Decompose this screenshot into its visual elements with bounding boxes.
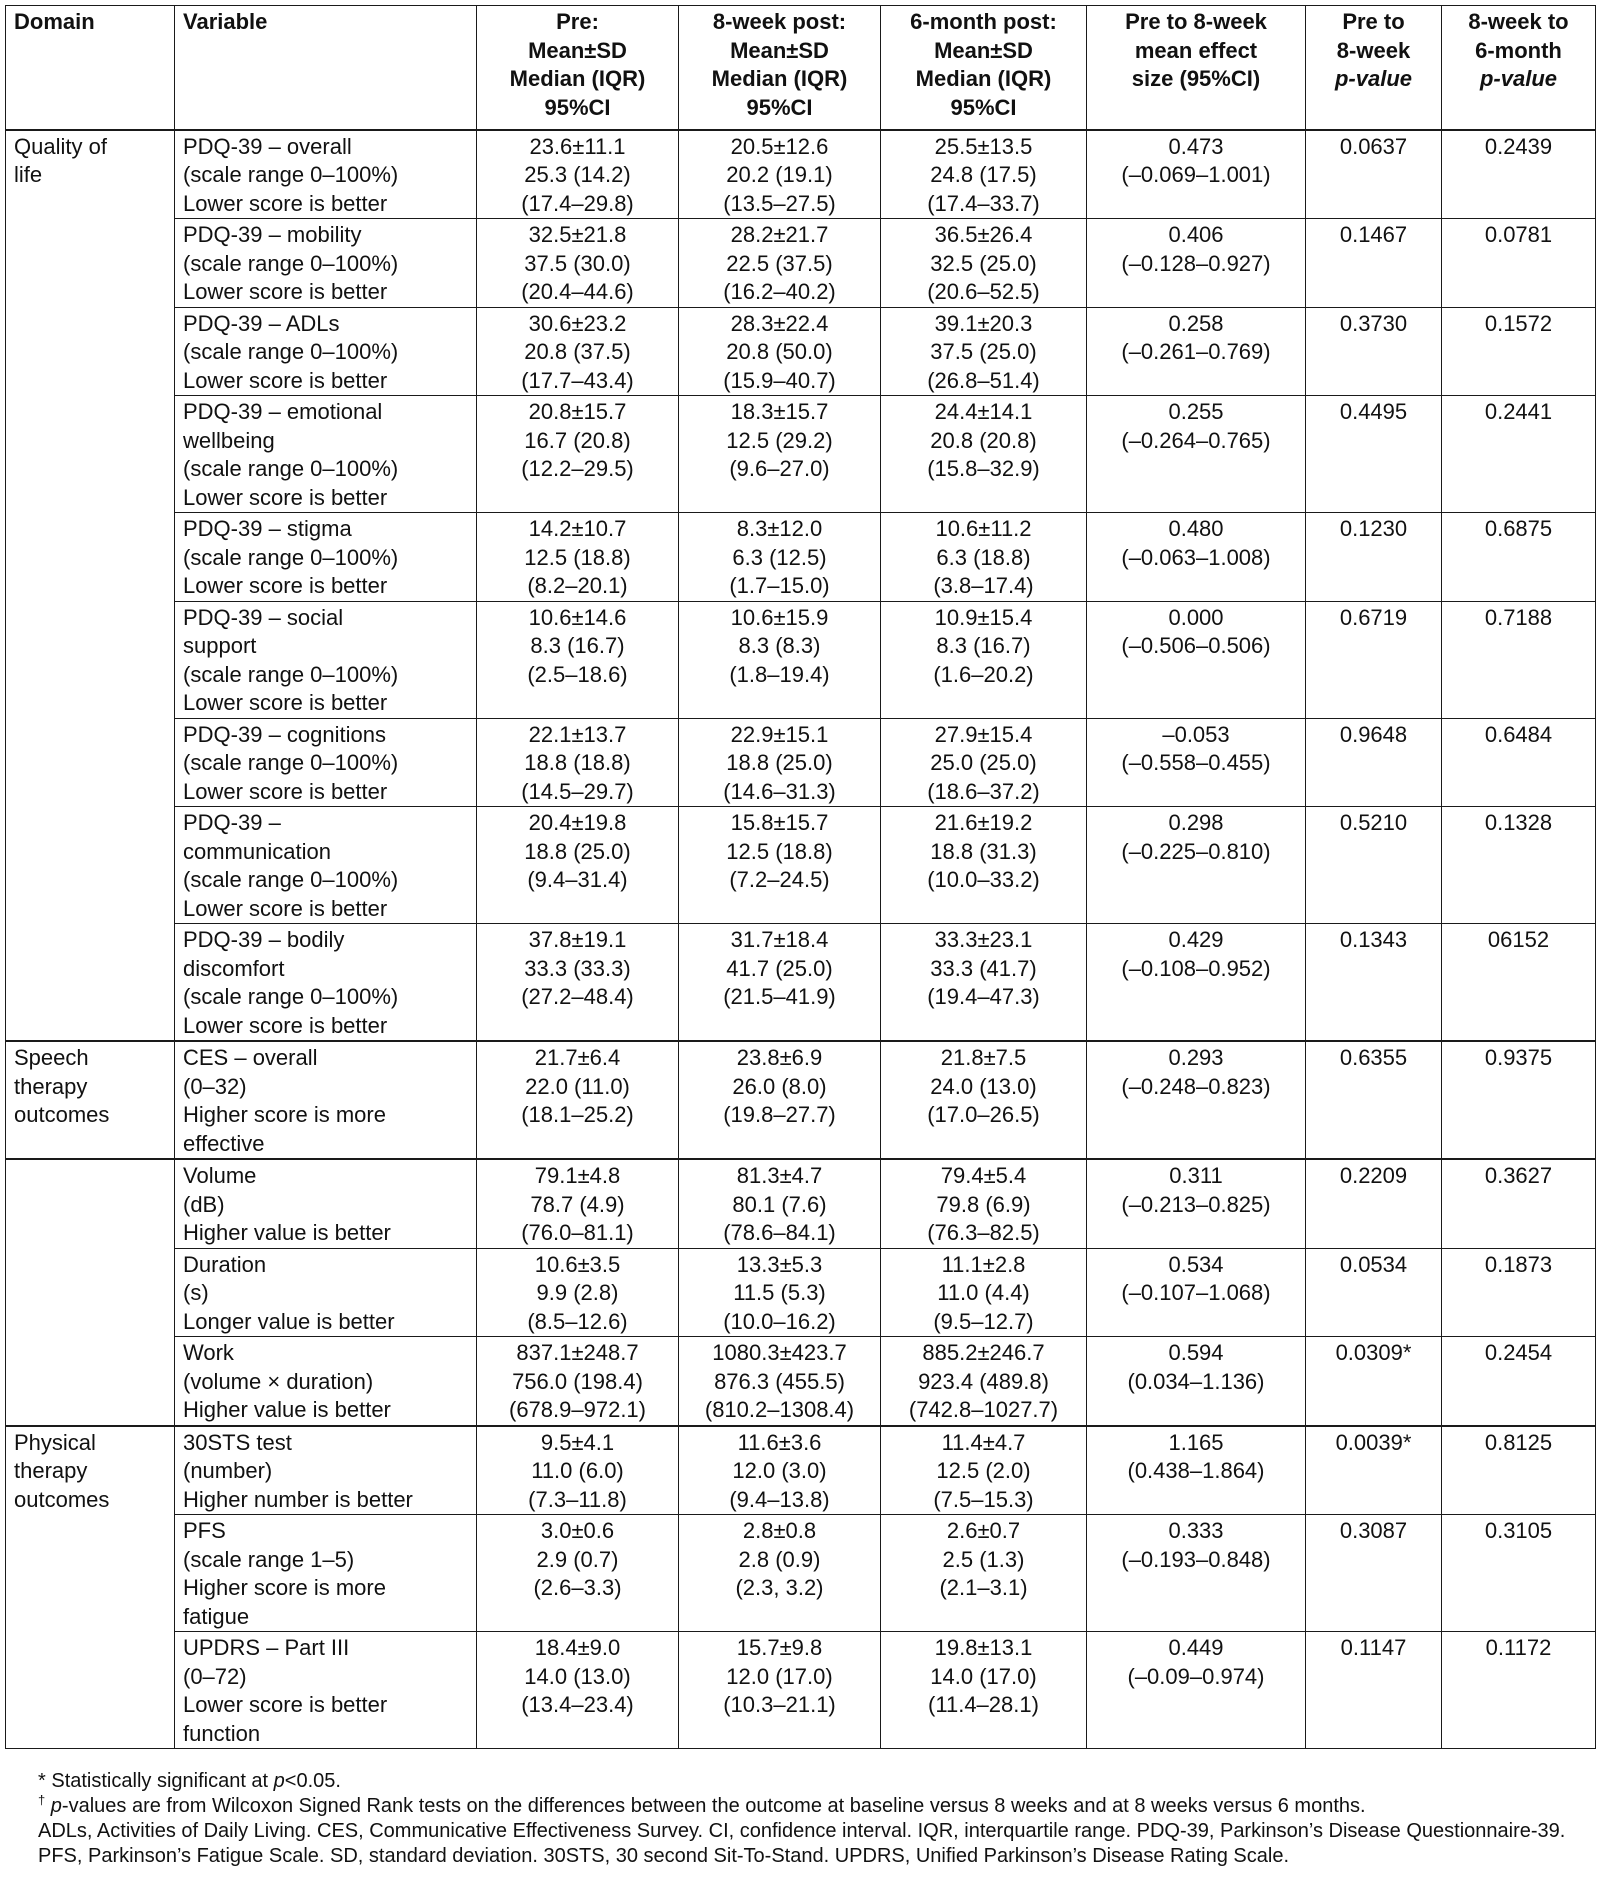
post-8-week-value-cell: 18.3±15.7 12.5 (29.2) (9.6–27.0) bbox=[679, 396, 881, 513]
pre-value-cell: 14.2±10.7 12.5 (18.8) (8.2–20.1) bbox=[477, 513, 679, 602]
p-value-8wk-6mo-cell: 0.6875 bbox=[1442, 513, 1596, 602]
pre-value-cell: 3.0±0.6 2.9 (0.7) (2.6–3.3) bbox=[477, 1515, 679, 1632]
table-row bbox=[6, 396, 1596, 513]
p-value-8wk-6mo-cell: 0.1172 bbox=[1442, 1632, 1596, 1749]
footnote-significance: * Statistically significant at p<0.05. bbox=[38, 1770, 341, 1792]
effect-size-cell: 0.258 (–0.261–0.769) bbox=[1087, 307, 1306, 396]
p-value-8wk-6mo-cell: 0.0781 bbox=[1442, 219, 1596, 308]
effect-size-cell: 0.480 (–0.063–1.008) bbox=[1087, 513, 1306, 602]
p-value-pre-8wk-cell: 0.2209 bbox=[1306, 1159, 1442, 1248]
variable-cell: Volume (dB) Higher value is better bbox=[175, 1159, 477, 1248]
pre-value-cell: 21.7±6.4 22.0 (11.0) (18.1–25.2) bbox=[477, 1041, 679, 1159]
header-p-value-pre-8wk: Pre to 8-week p-value bbox=[1306, 6, 1442, 130]
p-value-8wk-6mo-cell: 0.2439 bbox=[1442, 130, 1596, 219]
effect-size-cell: 0.594 (0.034–1.136) bbox=[1087, 1337, 1306, 1426]
post-8-week-value-cell: 11.6±3.6 12.0 (3.0) (9.4–13.8) bbox=[679, 1426, 881, 1515]
post-8-week-value-cell: 28.2±21.7 22.5 (37.5) (16.2–40.2) bbox=[679, 219, 881, 308]
table-row bbox=[6, 718, 1596, 807]
effect-size-cell: 0.333 (–0.193–0.848) bbox=[1087, 1515, 1306, 1632]
effect-size-cell: 0.000 (–0.506–0.506) bbox=[1087, 601, 1306, 718]
post-8-week-value-cell: 81.3±4.7 80.1 (7.6) (78.6–84.1) bbox=[679, 1159, 881, 1248]
post-8-week-value-cell: 23.8±6.9 26.0 (8.0) (19.8–27.7) bbox=[679, 1041, 881, 1159]
pre-value-cell: 79.1±4.8 78.7 (4.9) (76.0–81.1) bbox=[477, 1159, 679, 1248]
table-body bbox=[6, 130, 1596, 1749]
footnotes bbox=[38, 1769, 1583, 1869]
post-6-month-value-cell: 10.6±11.2 6.3 (18.8) (3.8–17.4) bbox=[881, 513, 1087, 602]
p-value-pre-8wk-cell: 0.6719 bbox=[1306, 601, 1442, 718]
variable-cell: PDQ-39 – social support (scale range 0–100%) Lower score is better bbox=[175, 601, 477, 718]
p-value-8wk-6mo-cell: 0.3105 bbox=[1442, 1515, 1596, 1632]
pre-value-cell: 20.8±15.7 16.7 (20.8) (12.2–29.5) bbox=[477, 396, 679, 513]
post-6-month-value-cell: 11.4±4.7 12.5 (2.0) (7.5–15.3) bbox=[881, 1426, 1087, 1515]
p-value-pre-8wk-cell: 0.1467 bbox=[1306, 219, 1442, 308]
post-8-week-value-cell: 20.5±12.6 20.2 (19.1) (13.5–27.5) bbox=[679, 130, 881, 219]
pre-value-cell: 30.6±23.2 20.8 (37.5) (17.7–43.4) bbox=[477, 307, 679, 396]
p-value-8wk-6mo-cell: 0.6484 bbox=[1442, 718, 1596, 807]
variable-cell: PDQ-39 – ADLs (scale range 0–100%) Lower score is better bbox=[175, 307, 477, 396]
post-8-week-value-cell: 28.3±22.4 20.8 (50.0) (15.9–40.7) bbox=[679, 307, 881, 396]
pre-value-cell: 10.6±3.5 9.9 (2.8) (8.5–12.6) bbox=[477, 1248, 679, 1337]
effect-size-cell: 0.298 (–0.225–0.810) bbox=[1087, 807, 1306, 924]
table-row bbox=[6, 1632, 1596, 1749]
post-8-week-value-cell: 1080.3±423.7 876.3 (455.5) (810.2–1308.4) bbox=[679, 1337, 881, 1426]
post-8-week-value-cell: 2.8±0.8 2.8 (0.9) (2.3, 3.2) bbox=[679, 1515, 881, 1632]
p-value-pre-8wk-cell: 0.1147 bbox=[1306, 1632, 1442, 1749]
header-variable: Variable bbox=[175, 6, 477, 130]
header-effect-size: Pre to 8-week mean effect size (95%CI) bbox=[1087, 6, 1306, 130]
variable-cell: PFS (scale range 1–5) Higher score is more fatigue bbox=[175, 1515, 477, 1632]
effect-size-cell: 0.449 (–0.09–0.974) bbox=[1087, 1632, 1306, 1749]
p-value-8wk-6mo-cell: 0.3627 bbox=[1442, 1159, 1596, 1248]
table-header-row bbox=[6, 6, 1596, 130]
table-row bbox=[6, 807, 1596, 924]
effect-size-cell: –0.053 (–0.558–0.455) bbox=[1087, 718, 1306, 807]
results-table-container bbox=[5, 5, 1595, 1749]
post-6-month-value-cell: 25.5±13.5 24.8 (17.5) (17.4–33.7) bbox=[881, 130, 1087, 219]
post-6-month-value-cell: 24.4±14.1 20.8 (20.8) (15.8–32.9) bbox=[881, 396, 1087, 513]
effect-size-cell: 0.311 (–0.213–0.825) bbox=[1087, 1159, 1306, 1248]
variable-cell: CES – overall (0–32) Higher score is more effective bbox=[175, 1041, 477, 1159]
p-value-pre-8wk-cell: 0.4495 bbox=[1306, 396, 1442, 513]
table-row bbox=[6, 307, 1596, 396]
table-row bbox=[6, 1248, 1596, 1337]
variable-cell: Work (volume × duration) Higher value is better bbox=[175, 1337, 477, 1426]
pre-value-cell: 10.6±14.6 8.3 (16.7) (2.5–18.6) bbox=[477, 601, 679, 718]
variable-cell: UPDRS – Part III (0–72) Lower score is better function bbox=[175, 1632, 477, 1749]
post-6-month-value-cell: 19.8±13.1 14.0 (17.0) (11.4–28.1) bbox=[881, 1632, 1087, 1749]
p-value-pre-8wk-cell: 0.3730 bbox=[1306, 307, 1442, 396]
table-row bbox=[6, 513, 1596, 602]
p-value-pre-8wk-cell: 0.1343 bbox=[1306, 924, 1442, 1042]
domain-cell bbox=[6, 1159, 175, 1426]
effect-size-cell: 0.255 (–0.264–0.765) bbox=[1087, 396, 1306, 513]
variable-cell: PDQ-39 – mobility (scale range 0–100%) Lower score is better bbox=[175, 219, 477, 308]
p-value-pre-8wk-cell: 0.9648 bbox=[1306, 718, 1442, 807]
variable-cell: PDQ-39 – emotional wellbeing (scale range 0–100%) Lower score is better bbox=[175, 396, 477, 513]
header-pre: Pre: Mean±SD Median (IQR) 95%CI bbox=[477, 6, 679, 130]
pre-value-cell: 9.5±4.1 11.0 (6.0) (7.3–11.8) bbox=[477, 1426, 679, 1515]
post-6-month-value-cell: 885.2±246.7 923.4 (489.8) (742.8–1027.7) bbox=[881, 1337, 1087, 1426]
domain-cell: Speech therapy outcomes bbox=[6, 1041, 175, 1159]
header-6-month-post: 6-month post: Mean±SD Median (IQR) 95%CI bbox=[881, 6, 1087, 130]
post-8-week-value-cell: 22.9±15.1 18.8 (25.0) (14.6–31.3) bbox=[679, 718, 881, 807]
post-8-week-value-cell: 10.6±15.9 8.3 (8.3) (1.8–19.4) bbox=[679, 601, 881, 718]
post-6-month-value-cell: 36.5±26.4 32.5 (25.0) (20.6–52.5) bbox=[881, 219, 1087, 308]
post-6-month-value-cell: 21.6±19.2 18.8 (31.3) (10.0–33.2) bbox=[881, 807, 1087, 924]
p-value-8wk-6mo-cell: 0.1572 bbox=[1442, 307, 1596, 396]
pre-value-cell: 32.5±21.8 37.5 (30.0) (20.4–44.6) bbox=[477, 219, 679, 308]
pre-value-cell: 23.6±11.1 25.3 (14.2) (17.4–29.8) bbox=[477, 130, 679, 219]
post-8-week-value-cell: 8.3±12.0 6.3 (12.5) (1.7–15.0) bbox=[679, 513, 881, 602]
p-value-pre-8wk-cell: 0.3087 bbox=[1306, 1515, 1442, 1632]
footnote-wilcoxon: † p-values are from Wilcoxon Signed Rank tests on the differences between the outcome at baseline versus 8 weeks and at 8 weeks versus 6 months. bbox=[38, 1792, 1366, 1817]
table-row bbox=[6, 219, 1596, 308]
p-value-8wk-6mo-cell: 0.2441 bbox=[1442, 396, 1596, 513]
table-row bbox=[6, 1159, 1596, 1248]
effect-size-cell: 1.165 (0.438–1.864) bbox=[1087, 1426, 1306, 1515]
post-6-month-value-cell: 33.3±23.1 33.3 (41.7) (19.4–47.3) bbox=[881, 924, 1087, 1042]
footnote-abbreviations: ADLs, Activities of Daily Living. CES, Communicative Effectiveness Survey. CI, confidence interval. IQR, interquartile range. PDQ-39, Parkinson’s Disease Questionnaire-39. PFS, Parkinson’s Fatigue Scale. SD, standard deviation. 30STS, 30 second Sit-To-Stand. UPDRS, Unified Parkinson’s Disease Rating Scale. bbox=[38, 1820, 1566, 1867]
header-8-week-post: 8-week post: Mean±SD Median (IQR) 95%CI bbox=[679, 6, 881, 130]
pre-value-cell: 37.8±19.1 33.3 (33.3) (27.2–48.4) bbox=[477, 924, 679, 1042]
table-row bbox=[6, 1337, 1596, 1426]
post-6-month-value-cell: 11.1±2.8 11.0 (4.4) (9.5–12.7) bbox=[881, 1248, 1087, 1337]
p-value-8wk-6mo-cell: 0.9375 bbox=[1442, 1041, 1596, 1159]
domain-cell: Physical therapy outcomes bbox=[6, 1426, 175, 1749]
post-8-week-value-cell: 31.7±18.4 41.7 (25.0) (21.5–41.9) bbox=[679, 924, 881, 1042]
variable-cell: PDQ-39 – overall (scale range 0–100%) Lower score is better bbox=[175, 130, 477, 219]
header-p-value-8wk-6mo: 8-week to 6-month p-value bbox=[1442, 6, 1596, 130]
effect-size-cell: 0.406 (–0.128–0.927) bbox=[1087, 219, 1306, 308]
p-value-pre-8wk-cell: 0.0039* bbox=[1306, 1426, 1442, 1515]
pre-value-cell: 20.4±19.8 18.8 (25.0) (9.4–31.4) bbox=[477, 807, 679, 924]
p-value-8wk-6mo-cell: 0.8125 bbox=[1442, 1426, 1596, 1515]
pre-value-cell: 837.1±248.7 756.0 (198.4) (678.9–972.1) bbox=[477, 1337, 679, 1426]
p-value-pre-8wk-cell: 0.0637 bbox=[1306, 130, 1442, 219]
post-8-week-value-cell: 15.7±9.8 12.0 (17.0) (10.3–21.1) bbox=[679, 1632, 881, 1749]
p-value-pre-8wk-cell: 0.5210 bbox=[1306, 807, 1442, 924]
post-6-month-value-cell: 10.9±15.4 8.3 (16.7) (1.6–20.2) bbox=[881, 601, 1087, 718]
variable-cell: PDQ-39 – cognitions (scale range 0–100%) Lower score is better bbox=[175, 718, 477, 807]
pre-value-cell: 22.1±13.7 18.8 (18.8) (14.5–29.7) bbox=[477, 718, 679, 807]
post-6-month-value-cell: 39.1±20.3 37.5 (25.0) (26.8–51.4) bbox=[881, 307, 1087, 396]
effect-size-cell: 0.534 (–0.107–1.068) bbox=[1087, 1248, 1306, 1337]
table-row bbox=[6, 601, 1596, 718]
p-value-pre-8wk-cell: 0.1230 bbox=[1306, 513, 1442, 602]
variable-cell: PDQ-39 – stigma (scale range 0–100%) Lower score is better bbox=[175, 513, 477, 602]
p-value-pre-8wk-cell: 0.0534 bbox=[1306, 1248, 1442, 1337]
post-8-week-value-cell: 15.8±15.7 12.5 (18.8) (7.2–24.5) bbox=[679, 807, 881, 924]
table-row bbox=[6, 130, 1596, 219]
domain-cell: Quality of life bbox=[6, 130, 175, 1042]
p-value-8wk-6mo-cell: 0.1328 bbox=[1442, 807, 1596, 924]
variable-cell: Duration (s) Longer value is better bbox=[175, 1248, 477, 1337]
effect-size-cell: 0.293 (–0.248–0.823) bbox=[1087, 1041, 1306, 1159]
post-6-month-value-cell: 2.6±0.7 2.5 (1.3) (2.1–3.1) bbox=[881, 1515, 1087, 1632]
header-domain: Domain bbox=[6, 6, 175, 130]
variable-cell: PDQ-39 – communication (scale range 0–100%) Lower score is better bbox=[175, 807, 477, 924]
effect-size-cell: 0.473 (–0.069–1.001) bbox=[1087, 130, 1306, 219]
p-value-8wk-6mo-cell: 0.7188 bbox=[1442, 601, 1596, 718]
table-row bbox=[6, 1515, 1596, 1632]
table-row bbox=[6, 924, 1596, 1042]
variable-cell: 30STS test (number) Higher number is better bbox=[175, 1426, 477, 1515]
variable-cell: PDQ-39 – bodily discomfort (scale range 0–100%) Lower score is better bbox=[175, 924, 477, 1042]
post-6-month-value-cell: 79.4±5.4 79.8 (6.9) (76.3–82.5) bbox=[881, 1159, 1087, 1248]
p-value-8wk-6mo-cell: 0.1873 bbox=[1442, 1248, 1596, 1337]
p-value-8wk-6mo-cell: 0.2454 bbox=[1442, 1337, 1596, 1426]
post-6-month-value-cell: 21.8±7.5 24.0 (13.0) (17.0–26.5) bbox=[881, 1041, 1087, 1159]
p-value-pre-8wk-cell: 0.0309* bbox=[1306, 1337, 1442, 1426]
pre-value-cell: 18.4±9.0 14.0 (13.0) (13.4–23.4) bbox=[477, 1632, 679, 1749]
p-value-pre-8wk-cell: 0.6355 bbox=[1306, 1041, 1442, 1159]
p-value-8wk-6mo-cell: 06152 bbox=[1442, 924, 1596, 1042]
post-6-month-value-cell: 27.9±15.4 25.0 (25.0) (18.6–37.2) bbox=[881, 718, 1087, 807]
table-row bbox=[6, 1041, 1596, 1159]
effect-size-cell: 0.429 (–0.108–0.952) bbox=[1087, 924, 1306, 1042]
table-row bbox=[6, 1426, 1596, 1515]
results-table bbox=[5, 5, 1596, 1749]
post-8-week-value-cell: 13.3±5.3 11.5 (5.3) (10.0–16.2) bbox=[679, 1248, 881, 1337]
